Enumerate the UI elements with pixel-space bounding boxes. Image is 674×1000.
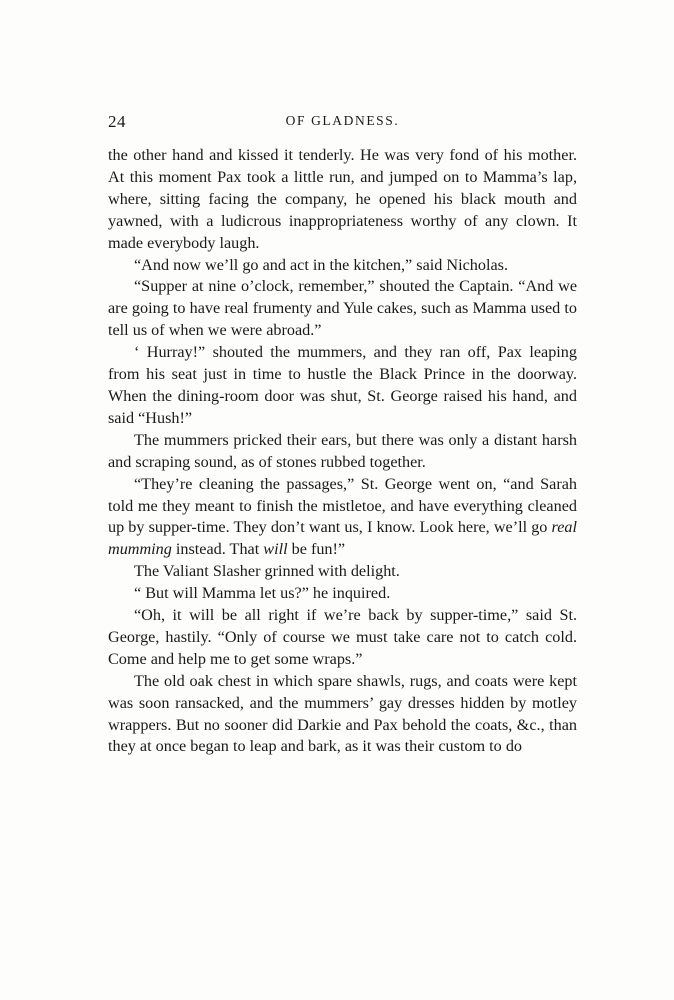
paragraph-text: The old oak chest in which spare shawls, rugs, and coats were kept was soon ransacked, and the mummers’ gay dresses hidden by motley wrappers. But no sooner did Darkie and Pax behold the coats, &c., than they at once began to leap and bark, as it was their custom to do: [108, 671, 577, 756]
paragraph-text: the other hand and kissed it tenderly. He was very fond of his mother. At this moment Pax took a little run, and jumped on to Mamma’s lap, where, sitting facing the company, he opened his black mouth and yawned, with a ludicrous inappropriateness worthy of any clown. It made everybody laugh.: [108, 146, 577, 252]
paragraph-text: “Oh, it will be all right if we’re back by supper-time,” said St. George, hastily. “Only of course we must take care not to catch cold. Come and help me to get some wraps.”: [108, 606, 577, 668]
paragraph-text: “Supper at nine o’clock, remember,” shouted the Captain. “And we are going to have real frumenty and Yule cakes, such as Mamma used to tell us of when we were abroad.”: [108, 277, 577, 340]
page-number: 24: [108, 112, 126, 131]
paragraph-9: [108, 605, 577, 671]
paragraph-text: ‘ Hurray!” shouted the mummers, and they ran off, Pax leaping from his seat just in time to hustle the Black Prince in the doorway. When the dining-room door was shut, St. George raised his hand, and said “Hush!”: [108, 343, 577, 427]
italic-emphasis: real mumming: [108, 518, 577, 559]
italic-emphasis: will: [263, 540, 288, 559]
paragraph-text: “They’re cleaning the passages,” St. George went on, “and Sarah told me they meant to finish the mistletoe, and have everything cleaned up by supper-time. They don’t want us, I know. Look here, we’ll go: [108, 474, 577, 537]
paragraph-text: be fun!”: [287, 540, 346, 559]
paragraph-1: [108, 145, 577, 255]
body-text: [108, 145, 577, 758]
paragraph-text: “ But will Mamma let us?” he inquired.: [134, 584, 391, 603]
paragraph-2: [108, 255, 577, 277]
paragraph-6: [108, 474, 577, 562]
paragraph-text: instead. That: [171, 540, 264, 559]
paragraph-text: The Valiant Slasher grinned with delight.: [134, 562, 400, 581]
paragraph-5: [108, 430, 577, 474]
paragraph-3: [108, 276, 577, 342]
paragraph-8: [108, 583, 577, 605]
paragraph-10: [108, 671, 577, 759]
paragraph-4: [108, 342, 577, 430]
paragraph-text: “And now we’ll go and act in the kitchen,” said Nicholas.: [134, 255, 509, 274]
page-header: [108, 112, 577, 134]
paragraph-text: The mummers pricked their ears, but there was only a distant harsh and scraping sound, as of stones rubbed together.: [108, 430, 577, 471]
paragraph-7: [108, 561, 577, 583]
running-title: OF GLADNESS.: [285, 113, 400, 128]
